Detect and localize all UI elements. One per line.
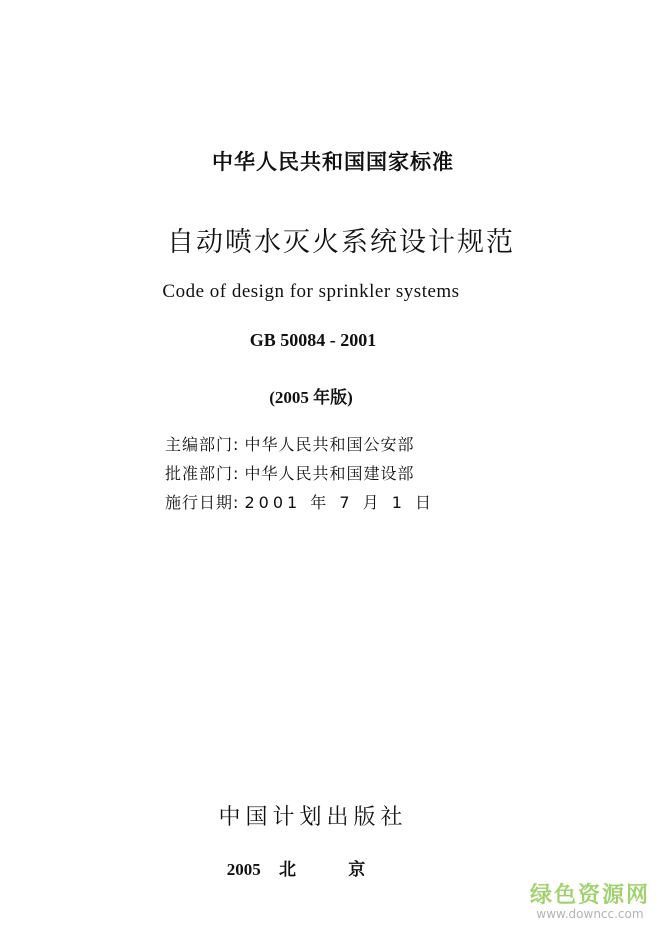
editor-label: 主编部门: [165,435,240,454]
national-standard-heading: 中华人民共和国国家标准 [212,150,454,174]
publication-details [165,430,435,517]
approver-label: 批准部门: [165,464,240,483]
approver-value: 中华人民共和国建设部 [244,464,415,483]
effective-date-row [165,488,435,517]
editor-value: 中华人民共和国公安部 [244,435,415,454]
watermark-title: 绿色资源网 [529,883,650,908]
approver-row [165,459,435,488]
effective-date-label: 施行日期: [165,493,240,512]
effective-date-value: 2001 年 7 月 1 日 [244,493,436,512]
document-title-chinese: 自动喷水灭火系统设计规范 [167,227,515,258]
standard-code: GB 50084 - 2001 [249,330,377,350]
document-title-english: Code of design for sprinkler systems [162,281,460,302]
edition-label: (2005 年版) [269,388,353,407]
site-watermark [530,878,650,921]
publisher-name: 中国计划出版社 [218,805,408,830]
imprint-city: 北 京 [279,860,390,879]
imprint-year: 2005 [226,860,261,879]
editor-row [165,430,435,459]
watermark-url: www.downcc.com [536,907,644,921]
imprint-line [0,855,641,880]
